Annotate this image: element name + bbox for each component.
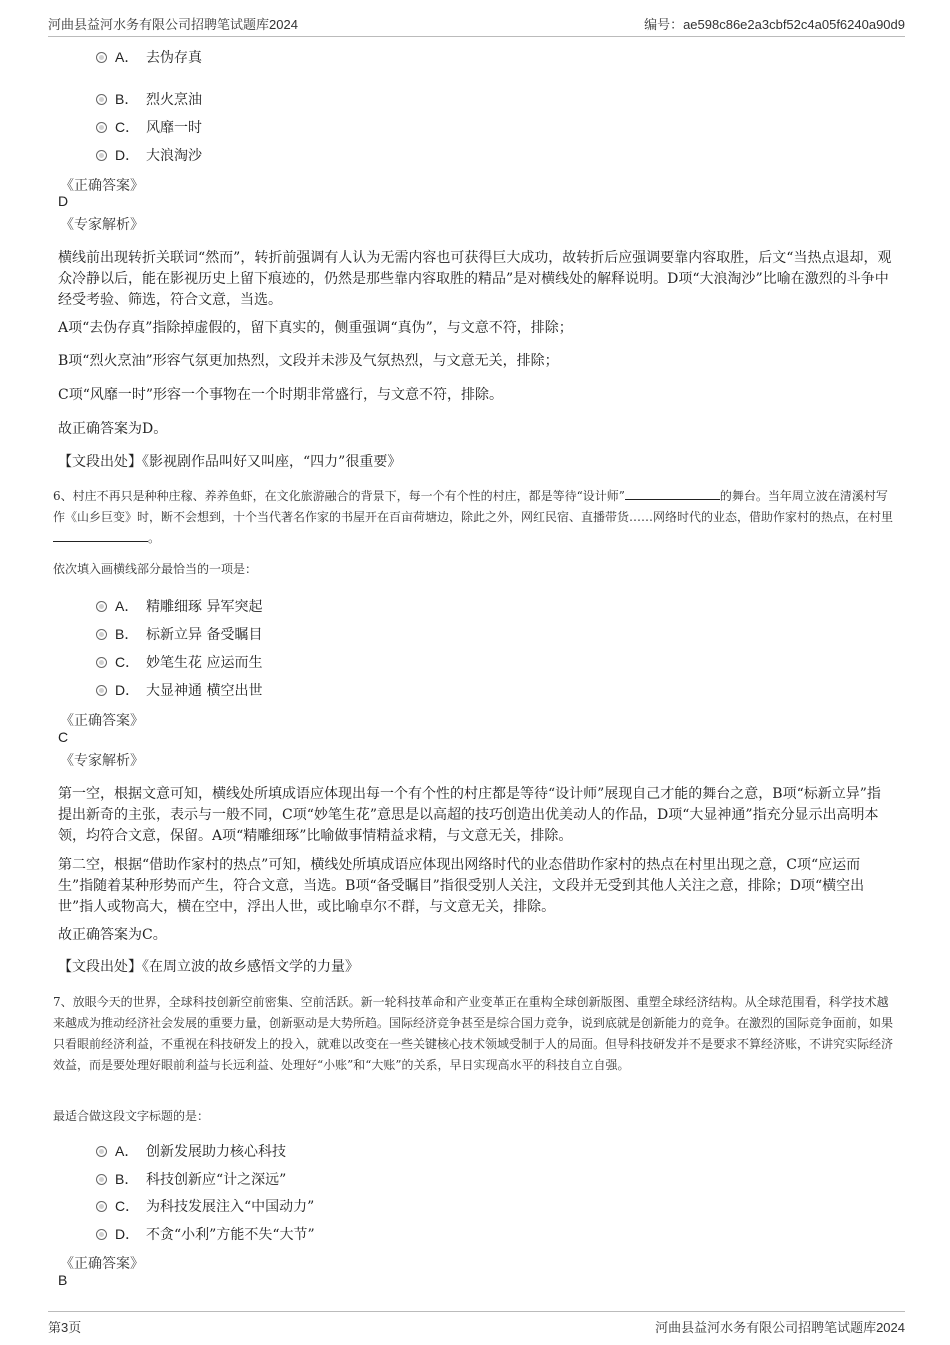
q7-stem: 7、放眼今天的世界，全球科技创新空前密集、空前活跃。新一轮科技革命和产业变革正在重构全球创新版图、重塑全球经济结构。从全球范围看，科学技术越来越成为推动经济社会发展的重要力量，创新驱动是大势所趋。国际经济竞争甚至是综合国力竞争，说到底就是创新能力的竞争。在激烈的国际竞争面前，如果只看眼前经济利益，不重视在科技研发上的投入，就难以改变在一些关键核心技术领域受制于人的局面。但导科技研发并不是要求不算经济账，不讲究实际经济效益，而是要处理好眼前利益与长远利益、处理好“小账”和“大账”的关系，早日实现高水平的科技自立自强。 [53,995,894,1072]
q5-source: 【文段出处】《影视剧作品叫好又叫座，“四力”很重要》 [58,454,402,470]
q5-option-b[interactable]: B． 烈火烹油 [96,87,202,111]
q5-option-a[interactable]: A． 去伪存真 [96,45,202,69]
q7-option-c[interactable]: C． 为科技发展注入“中国动力” [96,1194,314,1218]
answer-label: 《正确答案》 [60,1256,144,1272]
q6-option-a[interactable]: A． 精雕细琢 异军突起 [96,594,262,618]
radio-icon[interactable] [96,52,107,63]
q6-stem: 6、村庄不再只是种种庄稼、养养鱼虾，在文化旅游融合的背景下，每一个有个性的村庄，都是等待“设计师” 的舞台。当年周立波在清溪村写作《山乡巨变》时，断不会想到，十个当代著名作家的书屋开在百亩荷塘边，除此之外，网红民宿、直播带货……网络时代的业态，借助作家村的热点，在村里。 [53,489,894,545]
answer-label: 《正确答案》 [60,713,144,729]
footer-title: 河曲县益河水务有限公司招聘笔试题库2024 [655,1320,905,1335]
analysis-label: 《专家解析》 [60,217,144,233]
radio-icon[interactable] [96,1229,107,1240]
q7-option-b[interactable]: B． 科技创新应“计之深远” [96,1167,286,1191]
header-code: 编号：ae598c86e2a3cbf52c4a05f6240a90d9 [644,17,905,32]
q7-prompt: 最适合做这段文字标题的是： [53,1109,210,1123]
q6-prompt: 依次填入画横线部分最恰当的一项是： [53,562,258,576]
q7-answer: B [58,1272,68,1288]
q6-option-b[interactable]: B． 标新立异 备受瞩目 [96,622,262,646]
q7-option-a[interactable]: A． 创新发展助力核心科技 [96,1139,286,1163]
fill-blank [625,487,720,500]
radio-icon[interactable] [96,94,107,105]
radio-icon[interactable] [96,685,107,696]
q5-analysis-2: A项“去伪存真”指除掉虚假的，留下真实的，侧重强调“真伪”，与文意不符，排除； [58,320,573,336]
q5-option-d[interactable]: D． 大浪淘沙 [96,143,202,167]
radio-icon[interactable] [96,1146,107,1157]
radio-icon[interactable] [96,150,107,161]
radio-icon[interactable] [96,1174,107,1185]
q5-analysis-5: 故正确答案为D。 [58,421,168,437]
q6-analysis-1: 第一空，根据文意可知，横线处所填成语应体现出每一个有个性的村庄都是等待“设计师”展现自己才能的舞台之意，B项“标新立异”指提出新奇的主张，表示与一般不同，C项“妙笔生花”意思是以高超的技巧创造出优美动人的作品，D项“大显神通”指充分显示出高明本领，均符合文意，保留。A项“精雕细琢”比喻做事情精益求精，与文意无关，排除。 [58,786,881,844]
q5-analysis-4: C项“风靡一时”形容一个事物在一个时期非常盛行，与文意不符，排除。 [58,387,504,403]
q5-answer: D [58,193,69,209]
q5-option-c[interactable]: C． 风靡一时 [96,115,202,139]
radio-icon[interactable] [96,122,107,133]
q5-analysis-3: B项“烈火烹油”形容气氛更加热烈，文段并未涉及气氛热烈，与文意无关，排除； [58,353,559,369]
radio-icon[interactable] [96,601,107,612]
radio-icon[interactable] [96,657,107,668]
q6-option-c[interactable]: C． 妙笔生花 应运而生 [96,650,262,674]
answer-label: 《正确答案》 [60,178,144,194]
q6-answer: C [58,729,69,745]
page-number: 第3页 [48,1320,82,1335]
radio-icon[interactable] [96,1201,107,1212]
q6-analysis-3: 故正确答案为C。 [58,927,167,943]
q6-analysis-2: 第二空，根据“借助作家村的热点”可知，横线处所填成语应体现出网络时代的业态借助作家村的热点在村里出现之意，C项“应运而生”指随着某种形势而产生，符合文意，当选。B项“备受瞩目”指很受别人关注，文段并无受到其他人关注之意，排除；D项“横空出世”指人或物高大，横在空中，浮出人世，或比喻卓尔不群，与文意无关，排除。 [58,857,865,915]
analysis-label: 《专家解析》 [60,753,144,769]
page-footer [48,1311,905,1338]
fill-blank [53,529,148,542]
page-header [48,14,905,37]
q6-option-d[interactable]: D． 大显神通 横空出世 [96,678,262,702]
q6-source: 【文段出处】《在周立波的故乡感悟文学的力量》 [58,959,359,975]
q7-option-d[interactable]: D． 不贪“小利”方能不失“大节” [96,1222,315,1246]
radio-icon[interactable] [96,629,107,640]
q5-analysis-1: 横线前出现转折关联词“然而”，转折前强调有人认为无需内容也可获得巨大成功，故转折后应强调要靠内容取胜，后文“当热点退却，观众冷静以后，能在影视历史上留下痕迹的，仍然是那些靠内容取胜的精品”是对横线处的解释说明。D项“大浪淘沙”比喻在激烈的斗争中经受考验、筛选，符合文意，当选。 [58,250,892,308]
header-title: 河曲县益河水务有限公司招聘笔试题库2024 [48,17,298,32]
